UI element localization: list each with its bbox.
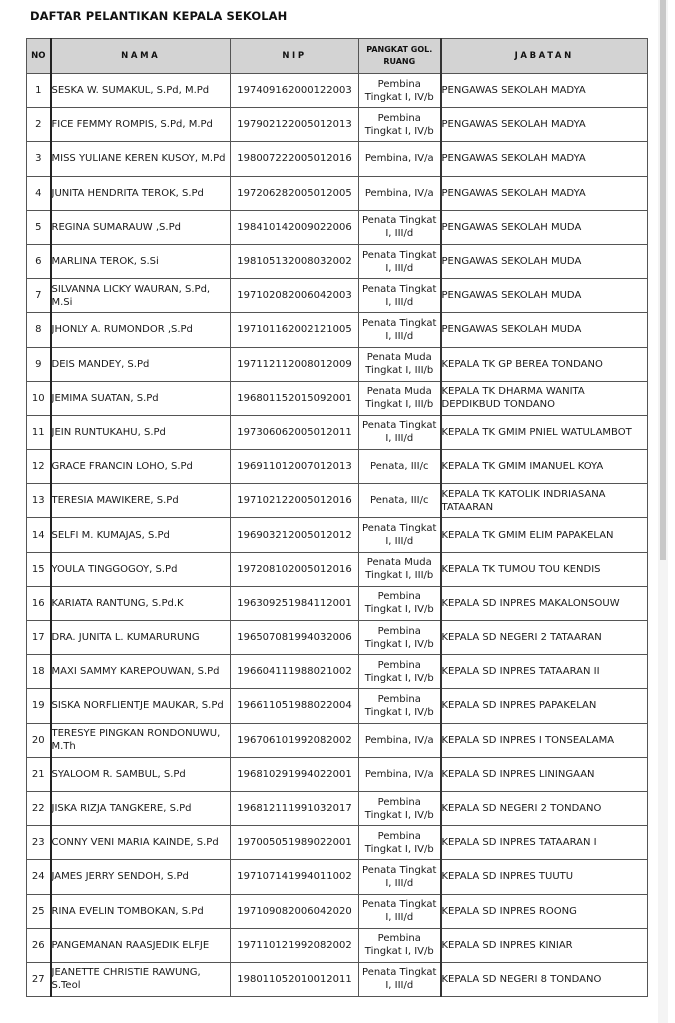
cell-nama: FICE FEMMY ROMPIS, S.Pd, M.Pd — [51, 108, 231, 142]
cell-pangkat: Penata Tingkat I, III/d — [359, 962, 441, 996]
cell-nip: 197102122005012016 — [231, 484, 359, 518]
table-row — [27, 210, 648, 244]
cell-nip: 197306062005012011 — [231, 415, 359, 449]
cell-nama: SESKA W. SUMAKUL, S.Pd, M.Pd — [51, 74, 231, 108]
document-title: DAFTAR PELANTIKAN KEPALA SEKOLAH — [30, 9, 288, 23]
table-row — [27, 894, 648, 928]
cell-no: 10 — [27, 381, 51, 415]
scrollbar-thumb[interactable] — [660, 0, 666, 560]
cell-nip: 198410142009022006 — [231, 210, 359, 244]
cell-jabatan: KEPALA TK GMIM PNIEL WATULAMBOT — [441, 415, 648, 449]
cell-jabatan: KEPALA SD NEGERI 2 TATAARAN — [441, 621, 648, 655]
cell-nama: MAXI SAMMY KAREPOUWAN, S.Pd — [51, 655, 231, 689]
cell-jabatan: PENGAWAS SEKOLAH MADYA — [441, 176, 648, 210]
table-row — [27, 108, 648, 142]
cell-nama: JEMIMA SUATAN, S.Pd — [51, 381, 231, 415]
cell-pangkat: Penata Muda Tingkat I, III/b — [359, 381, 441, 415]
cell-jabatan: KEPALA TK TUMOU TOU KENDIS — [441, 552, 648, 586]
cell-nama: DEIS MANDEY, S.Pd — [51, 347, 231, 381]
cell-jabatan: KEPALA SD INPRES KINIAR — [441, 928, 648, 962]
cell-no: 9 — [27, 347, 51, 381]
header-pangkat-line2: RUANG — [383, 57, 416, 66]
table-row — [27, 962, 648, 996]
cell-nip: 197902122005012013 — [231, 108, 359, 142]
cell-jabatan: KEPALA SD INPRES PAPAKELAN — [441, 689, 648, 723]
cell-pangkat: Pembina, IV/a — [359, 723, 441, 757]
cell-nip: 197005051989022001 — [231, 826, 359, 860]
header-pangkat — [359, 39, 441, 74]
table-row — [27, 655, 648, 689]
cell-jabatan: PENGAWAS SEKOLAH MADYA — [441, 142, 648, 176]
cell-pangkat: Pembina Tingkat I, IV/b — [359, 621, 441, 655]
cell-nama: JISKA RIZJA TANGKERE, S.Pd — [51, 791, 231, 825]
table-row — [27, 74, 648, 108]
cell-no: 3 — [27, 142, 51, 176]
cell-nama: PANGEMANAN RAASJEDIK ELFJE — [51, 928, 231, 962]
cell-pangkat: Pembina Tingkat I, IV/b — [359, 108, 441, 142]
table-row — [27, 689, 648, 723]
table-row — [27, 347, 648, 381]
cell-pangkat: Pembina Tingkat I, IV/b — [359, 791, 441, 825]
cell-nama: KARIATA RANTUNG, S.Pd.K — [51, 586, 231, 620]
table-row — [27, 415, 648, 449]
cell-pangkat: Penata Muda Tingkat I, III/b — [359, 552, 441, 586]
cell-no: 21 — [27, 757, 51, 791]
cell-nip: 196801152015092001 — [231, 381, 359, 415]
cell-nip: 197109082006042020 — [231, 894, 359, 928]
cell-no: 20 — [27, 723, 51, 757]
cell-nama: DRA. JUNITA L. KUMARURUNG — [51, 621, 231, 655]
cell-nama: RINA EVELIN TOMBOKAN, S.Pd — [51, 894, 231, 928]
cell-pangkat: Penata Tingkat I, III/d — [359, 313, 441, 347]
cell-jabatan: KEPALA SD INPRES LININGAAN — [441, 757, 648, 791]
cell-jabatan: KEPALA TK KATOLIK INDRIASANA TATAARAN — [441, 484, 648, 518]
cell-no: 2 — [27, 108, 51, 142]
cell-nama: GRACE FRANCIN LOHO, S.Pd — [51, 450, 231, 484]
table-row — [27, 860, 648, 894]
appointment-table — [26, 38, 648, 997]
cell-pangkat: Penata Tingkat I, III/d — [359, 894, 441, 928]
cell-nip: 196507081994032006 — [231, 621, 359, 655]
cell-nama: TERESYE PINGKAN RONDONUWU, M.Th — [51, 723, 231, 757]
cell-pangkat: Penata Tingkat I, III/d — [359, 244, 441, 278]
cell-pangkat: Penata Tingkat I, III/d — [359, 415, 441, 449]
cell-pangkat: Pembina Tingkat I, IV/b — [359, 826, 441, 860]
cell-no: 26 — [27, 928, 51, 962]
cell-pangkat: Pembina, IV/a — [359, 142, 441, 176]
table-header-row — [27, 39, 648, 74]
cell-jabatan: KEPALA TK GMIM IMANUEL KOYA — [441, 450, 648, 484]
cell-jabatan: KEPALA SD INPRES TATAARAN II — [441, 655, 648, 689]
header-nip: NIP — [231, 39, 359, 74]
cell-no: 8 — [27, 313, 51, 347]
cell-pangkat: Pembina, IV/a — [359, 176, 441, 210]
cell-no: 5 — [27, 210, 51, 244]
cell-nip: 197110121992082002 — [231, 928, 359, 962]
cell-jabatan: KEPALA SD INPRES MAKALONSOUW — [441, 586, 648, 620]
cell-pangkat: Penata Muda Tingkat I, III/b — [359, 347, 441, 381]
cell-jabatan: PENGAWAS SEKOLAH MADYA — [441, 74, 648, 108]
header-no: NO — [27, 39, 51, 74]
header-jabatan: JABATAN — [441, 39, 648, 74]
table-row — [27, 928, 648, 962]
cell-nama: CONNY VENI MARIA KAINDE, S.Pd — [51, 826, 231, 860]
table-row — [27, 723, 648, 757]
cell-no: 18 — [27, 655, 51, 689]
cell-jabatan: KEPALA SD INPRES I TONSEALAMA — [441, 723, 648, 757]
cell-jabatan: KEPALA TK DHARMA WANITA DEPDIKBUD TONDANO — [441, 381, 648, 415]
cell-pangkat: Pembina Tingkat I, IV/b — [359, 655, 441, 689]
table-row — [27, 791, 648, 825]
cell-nama: JEIN RUNTUKAHU, S.Pd — [51, 415, 231, 449]
cell-jabatan: PENGAWAS SEKOLAH MUDA — [441, 279, 648, 313]
cell-pangkat: Penata, III/c — [359, 450, 441, 484]
table-row — [27, 244, 648, 278]
cell-nip: 197206282005012005 — [231, 176, 359, 210]
cell-nip: 198105132008032002 — [231, 244, 359, 278]
cell-no: 27 — [27, 962, 51, 996]
cell-nip: 196611051988022004 — [231, 689, 359, 723]
cell-nama: YOULA TINGGOGOY, S.Pd — [51, 552, 231, 586]
cell-no: 23 — [27, 826, 51, 860]
cell-nip: 196812111991032017 — [231, 791, 359, 825]
cell-nama: JAMES JERRY SENDOH, S.Pd — [51, 860, 231, 894]
cell-no: 1 — [27, 74, 51, 108]
cell-jabatan: KEPALA SD INPRES TATAARAN I — [441, 826, 648, 860]
cell-nama: JEANETTE CHRISTIE RAWUNG, S.Teol — [51, 962, 231, 996]
table-row — [27, 757, 648, 791]
cell-nip: 198011052010012011 — [231, 962, 359, 996]
cell-nama: MISS YULIANE KEREN KUSOY, M.Pd — [51, 142, 231, 176]
cell-nip: 197208102005012016 — [231, 552, 359, 586]
cell-nip: 196604111988021002 — [231, 655, 359, 689]
table-row — [27, 176, 648, 210]
table-row — [27, 586, 648, 620]
table-body — [27, 74, 648, 997]
cell-no: 24 — [27, 860, 51, 894]
cell-nama: TERESIA MAWIKERE, S.Pd — [51, 484, 231, 518]
cell-nama: SISKA NORFLIENTJE MAUKAR, S.Pd — [51, 689, 231, 723]
header-nama: NAMA — [51, 39, 231, 74]
cell-nama: SELFI M. KUMAJAS, S.Pd — [51, 518, 231, 552]
cell-pangkat: Penata Tingkat I, III/d — [359, 210, 441, 244]
cell-pangkat: Penata Tingkat I, III/d — [359, 279, 441, 313]
cell-nip: 196309251984112001 — [231, 586, 359, 620]
table-row — [27, 621, 648, 655]
table-row — [27, 484, 648, 518]
cell-nip: 196903212005012012 — [231, 518, 359, 552]
table-row — [27, 552, 648, 586]
cell-no: 13 — [27, 484, 51, 518]
cell-nip: 197409162000122003 — [231, 74, 359, 108]
cell-nip: 196810291994022001 — [231, 757, 359, 791]
cell-nip: 197101162002121005 — [231, 313, 359, 347]
cell-nama: JHONLY A. RUMONDOR ,S.Pd — [51, 313, 231, 347]
table-row — [27, 279, 648, 313]
cell-jabatan: KEPALA SD INPRES ROONG — [441, 894, 648, 928]
cell-pangkat: Pembina, IV/a — [359, 757, 441, 791]
table-row — [27, 450, 648, 484]
cell-pangkat: Pembina Tingkat I, IV/b — [359, 928, 441, 962]
cell-no: 11 — [27, 415, 51, 449]
cell-nip: 196911012007012013 — [231, 450, 359, 484]
cell-nip: 197107141994011002 — [231, 860, 359, 894]
table-row — [27, 518, 648, 552]
cell-jabatan: KEPALA TK GMIM ELIM PAPAKELAN — [441, 518, 648, 552]
cell-pangkat: Penata Tingkat I, III/d — [359, 860, 441, 894]
table-row — [27, 826, 648, 860]
table-row — [27, 313, 648, 347]
header-pangkat-line1: PANGKAT GOL. — [366, 45, 433, 54]
cell-nama: SILVANNA LICKY WAURAN, S.Pd, M.Si — [51, 279, 231, 313]
cell-no: 22 — [27, 791, 51, 825]
cell-nama: MARLINA TEROK, S.Si — [51, 244, 231, 278]
cell-pangkat: Pembina Tingkat I, IV/b — [359, 74, 441, 108]
cell-pangkat: Penata, III/c — [359, 484, 441, 518]
cell-no: 14 — [27, 518, 51, 552]
cell-nama: REGINA SUMARAUW ,S.Pd — [51, 210, 231, 244]
cell-no: 4 — [27, 176, 51, 210]
cell-pangkat: Penata Tingkat I, III/d — [359, 518, 441, 552]
cell-nama: SYALOOM R. SAMBUL, S.Pd — [51, 757, 231, 791]
cell-jabatan: PENGAWAS SEKOLAH MADYA — [441, 108, 648, 142]
cell-jabatan: KEPALA SD NEGERI 2 TONDANO — [441, 791, 648, 825]
cell-pangkat: Pembina Tingkat I, IV/b — [359, 689, 441, 723]
cell-nip: 197112112008012009 — [231, 347, 359, 381]
cell-jabatan: KEPALA SD NEGERI 8 TONDANO — [441, 962, 648, 996]
cell-jabatan: KEPALA TK GP BEREA TONDANO — [441, 347, 648, 381]
cell-no: 15 — [27, 552, 51, 586]
cell-pangkat: Pembina Tingkat I, IV/b — [359, 586, 441, 620]
cell-nip: 198007222005012016 — [231, 142, 359, 176]
table-row — [27, 381, 648, 415]
cell-no: 7 — [27, 279, 51, 313]
cell-no: 6 — [27, 244, 51, 278]
cell-no: 16 — [27, 586, 51, 620]
cell-jabatan: PENGAWAS SEKOLAH MUDA — [441, 210, 648, 244]
table-row — [27, 142, 648, 176]
cell-jabatan: PENGAWAS SEKOLAH MUDA — [441, 244, 648, 278]
cell-nip: 196706101992082002 — [231, 723, 359, 757]
cell-nama: JUNITA HENDRITA TEROK, S.Pd — [51, 176, 231, 210]
cell-no: 25 — [27, 894, 51, 928]
cell-no: 12 — [27, 450, 51, 484]
cell-no: 17 — [27, 621, 51, 655]
cell-nip: 197102082006042003 — [231, 279, 359, 313]
cell-jabatan: KEPALA SD INPRES TUUTU — [441, 860, 648, 894]
cell-no: 19 — [27, 689, 51, 723]
cell-jabatan: PENGAWAS SEKOLAH MUDA — [441, 313, 648, 347]
